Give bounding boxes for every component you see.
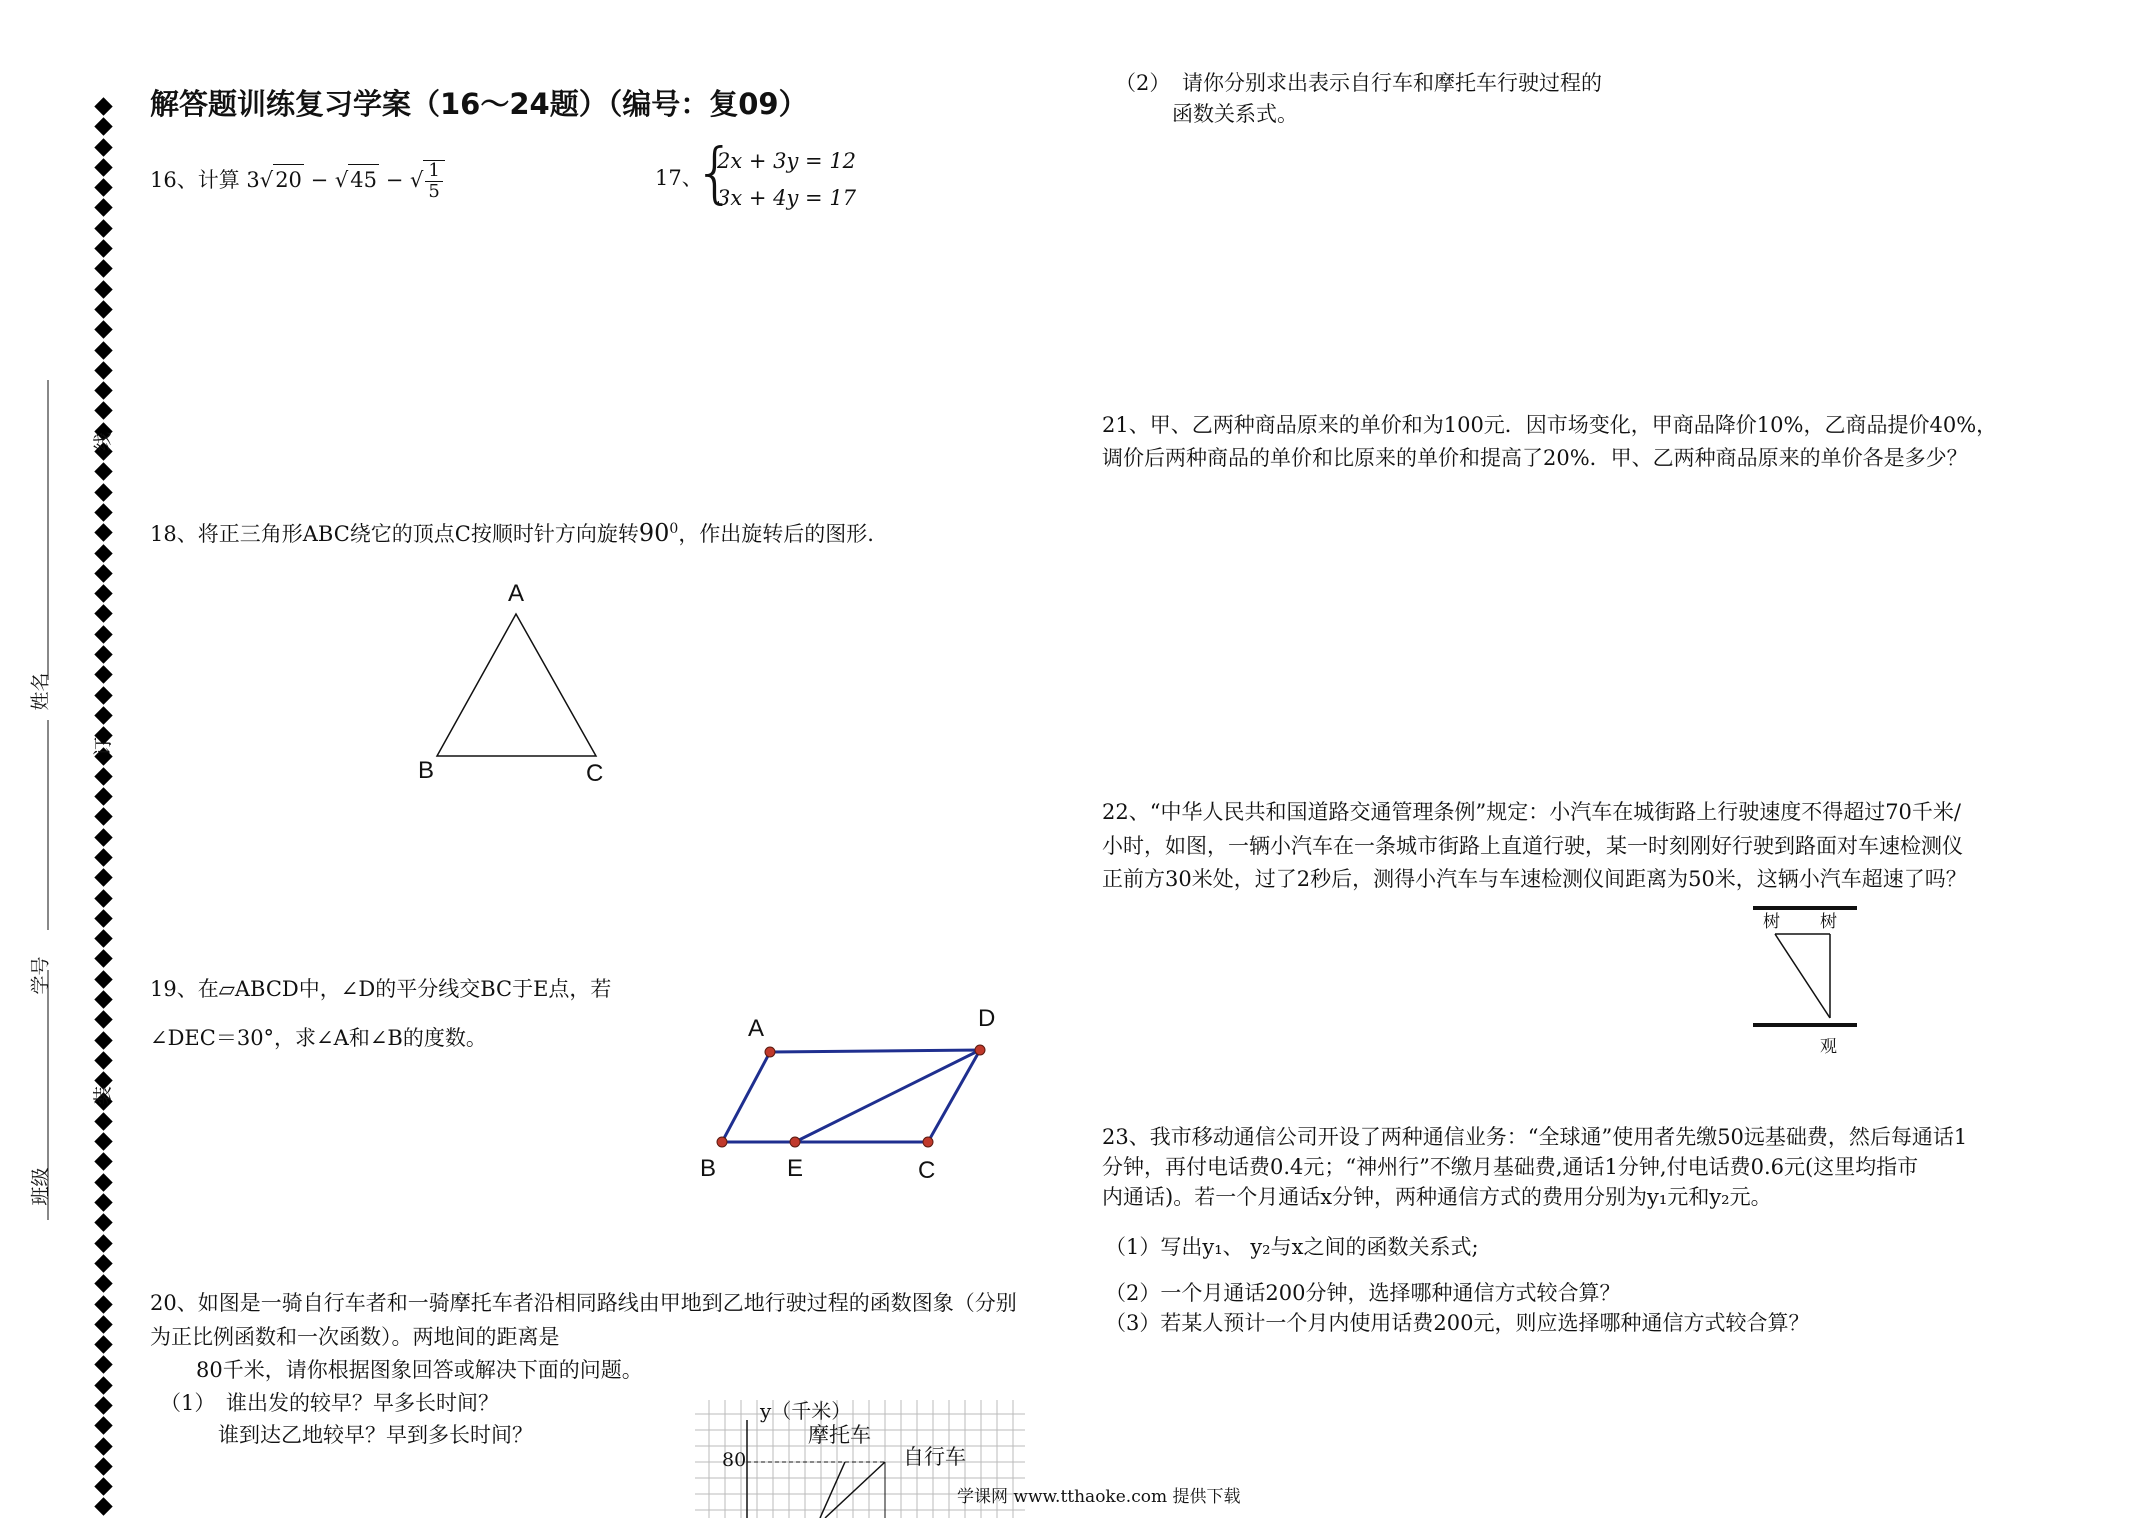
q20-part1-number: （1） xyxy=(160,1391,216,1415)
binding-diamond xyxy=(94,1477,112,1495)
q22-line-2: 小时，如图，一辆小汽车在一条城市街路上直道行驶，某一时刻刚好行驶到路面对车速检测仪 xyxy=(1102,834,1963,858)
q19-parallelogram-figure xyxy=(700,1030,1020,1180)
binding-diamond xyxy=(94,990,112,1008)
q16-prefix: 16、计算 xyxy=(150,168,240,192)
q20-graph-bicycle-label: 自行车 xyxy=(903,1445,966,1469)
binding-diamond xyxy=(94,178,112,196)
student-id-field-label: 学号 xyxy=(29,956,52,995)
binding-diamond xyxy=(94,321,112,339)
binding-diamond xyxy=(94,869,112,887)
binding-diamond xyxy=(94,1396,112,1414)
binding-diamond xyxy=(94,239,112,257)
binding-diamond xyxy=(94,381,112,399)
binding-diamond xyxy=(94,848,112,866)
binding-diamond xyxy=(94,1356,112,1374)
q19-line-2: ∠DEC＝30°，求∠A和∠B的度数。 xyxy=(150,1026,487,1050)
binding-diamond xyxy=(94,706,112,724)
q22-line-1: 22、“中华人民共和国道路交通管理条例”规定：小汽车在城街路上行驶速度不得超过70千米/ xyxy=(1102,800,1961,824)
q19-point-d xyxy=(975,1045,985,1055)
binding-diamond xyxy=(94,1254,112,1272)
q16-radicand-2: 45 xyxy=(348,164,379,195)
q19-bisector-de xyxy=(795,1050,980,1142)
q21-line-1: 21、甲、乙两种商品原来的单价和为100元．因市场变化，甲商品降价10%，乙商品提价40%， xyxy=(1102,413,1998,437)
binding-diamond xyxy=(94,1193,112,1211)
name-field-label: 姓名 xyxy=(29,672,52,711)
binding-diamond xyxy=(94,645,112,663)
binding-diamond xyxy=(94,280,112,298)
q16-minus-1: − xyxy=(310,168,329,192)
binding-diamond xyxy=(94,1173,112,1191)
q21-line-2: 调价后两种商品的单价和比原来的单价和提高了20%．甲、乙两种商品原来的单价各是多少？ xyxy=(1102,446,1968,470)
binding-label-bind: 装 xyxy=(92,1085,115,1106)
q19-label-b: B xyxy=(700,1155,717,1182)
binding-diamond xyxy=(94,950,112,968)
q20b-line-2: 函数关系式。 xyxy=(1172,102,1298,126)
binding-diamond xyxy=(94,1011,112,1029)
binding-diamond xyxy=(94,909,112,927)
q16-coef: 3 xyxy=(246,168,260,192)
binding-diamond xyxy=(94,483,112,501)
binding-diamond xyxy=(94,1275,112,1293)
q19-label-d: D xyxy=(978,1005,996,1032)
binding-diamond xyxy=(94,625,112,643)
binding-diamond xyxy=(94,666,112,684)
q23-part-3: （3）若某人预计一个月内使用话费200元，则应选择哪种通信方式较合算？ xyxy=(1105,1311,1810,1335)
binding-diamond xyxy=(94,1051,112,1069)
q19-parallelogram xyxy=(722,1050,980,1142)
binding-diamond xyxy=(94,300,112,318)
binding-diamond xyxy=(94,1315,112,1333)
binding-diamond xyxy=(94,970,112,988)
q17-equation-2: 3x + 4y = 17 xyxy=(717,186,857,210)
binding-diamond xyxy=(94,1031,112,1049)
binding-diamond xyxy=(94,158,112,176)
question-16: 16、计算 3√20 − √45 − √ $\frac{1}{5}$ xyxy=(150,160,445,202)
binding-diamond xyxy=(94,341,112,359)
class-field-label: 班级 xyxy=(29,1167,52,1206)
q18-triangle xyxy=(437,614,596,756)
q18-text-a: 18、将正三角形ABC绕它的顶点C按顺时针方向旋转 xyxy=(150,522,639,546)
binding-diamond xyxy=(94,1214,112,1232)
binding-diamond xyxy=(94,524,112,542)
binding-diamond xyxy=(94,564,112,582)
page-title: 解答题训练复习学案（16～24题）（编号：复09） xyxy=(150,87,808,121)
binding-diamond xyxy=(94,605,112,623)
binding-diamond xyxy=(94,118,112,136)
q19-point-c xyxy=(923,1137,933,1147)
student-info-lines xyxy=(30,370,60,1240)
q19-point-a xyxy=(765,1047,775,1057)
q19-label-c: C xyxy=(918,1157,936,1184)
binding-label-line: 线 xyxy=(92,431,115,452)
q16-frac-num: 1 xyxy=(425,161,442,182)
binding-diamond xyxy=(94,1234,112,1252)
q19-label-a: A xyxy=(748,1015,765,1042)
q22-detector-label: 观 xyxy=(1820,1037,1837,1057)
q16-fraction xyxy=(425,161,442,202)
binding-diamond xyxy=(94,138,112,156)
question-18 xyxy=(150,514,874,549)
q17-prefix: 17、 xyxy=(655,166,703,190)
q18-degree: 0 xyxy=(669,521,679,537)
binding-diamond xyxy=(94,1437,112,1455)
q18-text-b: ，作出旋转后的图形. xyxy=(678,522,874,546)
q16-frac-den: 5 xyxy=(428,181,440,202)
q18-angle: 90 xyxy=(638,519,670,547)
binding-diamond xyxy=(94,929,112,947)
q16-minus-2: − xyxy=(385,168,404,192)
binding-diamond xyxy=(94,889,112,907)
q20-line-2: 为正比例函数和一次函数）。两地间的距离是 xyxy=(150,1325,560,1349)
q22-tree-2: 树 xyxy=(1820,912,1837,932)
q20-line-1: 20、如图是一骑自行车者和一骑摩托车者沿相同路线由甲地到乙地行驶过程的函数图象（分别 xyxy=(150,1291,1017,1315)
q19-point-e xyxy=(790,1137,800,1147)
q22-tree-1: 树 xyxy=(1763,912,1780,932)
q23-line-3: 内通话)。若一个月通话x分钟，两种通信方式的费用分别为y₁元和y₂元。 xyxy=(1102,1185,1772,1209)
binding-diamond xyxy=(94,1335,112,1353)
q16-radicand-1: 20 xyxy=(273,164,304,195)
binding-diamond xyxy=(94,361,112,379)
q23-part-2: （2）一个月通话200分钟，选择哪种通信方式较合算？ xyxy=(1105,1281,1621,1305)
binding-diamond xyxy=(94,1498,112,1516)
binding-diamond xyxy=(94,828,112,846)
q23-line-2: 分钟，再付电话费0.4元；“神州行”不缴月基础费,通话1分钟,付电话费0.6元(这里均指市 xyxy=(1102,1155,1919,1179)
q22-distance-50m xyxy=(1775,934,1830,1018)
binding-diamond xyxy=(94,1417,112,1435)
q19-line-1: 19、在▱ABCD中，∠D的平分线交BC于E点，若 xyxy=(150,977,612,1001)
binding-diamond xyxy=(94,219,112,237)
binding-diamond xyxy=(94,97,112,115)
q20-part1-question-a: 谁出发的较早？早多长时间？ xyxy=(226,1391,499,1415)
q19-label-e: E xyxy=(787,1155,804,1182)
binding-diamond xyxy=(94,1132,112,1150)
q18-label-a: A xyxy=(508,580,525,607)
binding-diamond xyxy=(94,1457,112,1475)
footer-source: 学课网 www.tthaoke.com 提供下载 xyxy=(957,1487,1241,1507)
binding-diamond xyxy=(94,1295,112,1313)
binding-label-order: 订 xyxy=(92,736,115,757)
q18-label-c: C xyxy=(586,760,604,787)
binding-diamond xyxy=(94,544,112,562)
q20-part1-question-b: 谁到达乙地较早？早到多长时间？ xyxy=(218,1423,533,1447)
binding-diamond xyxy=(94,1112,112,1130)
q20b-number: （2） xyxy=(1115,71,1171,95)
binding-diamond-column xyxy=(91,100,115,1521)
q20b-line-1: 请你分别求出表示自行车和摩托车行驶过程的 xyxy=(1182,71,1602,95)
binding-diamond xyxy=(94,767,112,785)
binding-diamond xyxy=(94,1376,112,1394)
binding-diamond xyxy=(94,808,112,826)
q23-part-1: （1）写出y₁、 y₂与x之间的函数关系式; xyxy=(1105,1235,1479,1259)
binding-diamond xyxy=(94,686,112,704)
binding-diamond xyxy=(94,199,112,217)
binding-diamond xyxy=(94,463,112,481)
q20-graph-motorcycle-label: 摩托车 xyxy=(808,1423,871,1447)
q22-line-3: 正前方30米处，过了2秒后，测得小汽车与车速检测仪间距离为50米，这辆小汽车超速了吗？ xyxy=(1102,867,1967,891)
binding-diamond xyxy=(94,503,112,521)
binding-diamond xyxy=(94,402,112,420)
binding-diamond xyxy=(94,1153,112,1171)
q18-triangle-figure xyxy=(410,580,610,790)
q20-graph-y-80: 80 xyxy=(722,1449,747,1471)
q18-label-b: B xyxy=(418,757,435,784)
q20-line-3: 80千米，请你根据图象回答或解决下面的问题。 xyxy=(196,1358,643,1382)
binding-diamond xyxy=(94,260,112,278)
binding-diamond xyxy=(94,787,112,805)
q17-equation-1: 2x + 3y = 12 xyxy=(717,149,857,173)
q17-brace: { xyxy=(694,134,736,211)
q19-point-b xyxy=(717,1137,727,1147)
binding-diamond xyxy=(94,584,112,602)
q20-graph-y-label: y（千米） xyxy=(760,1399,852,1423)
q23-line-1: 23、我市移动通信公司开设了两种通信业务：“全球通”使用者先缴50远基础费，然后每通话1 xyxy=(1102,1125,1968,1149)
